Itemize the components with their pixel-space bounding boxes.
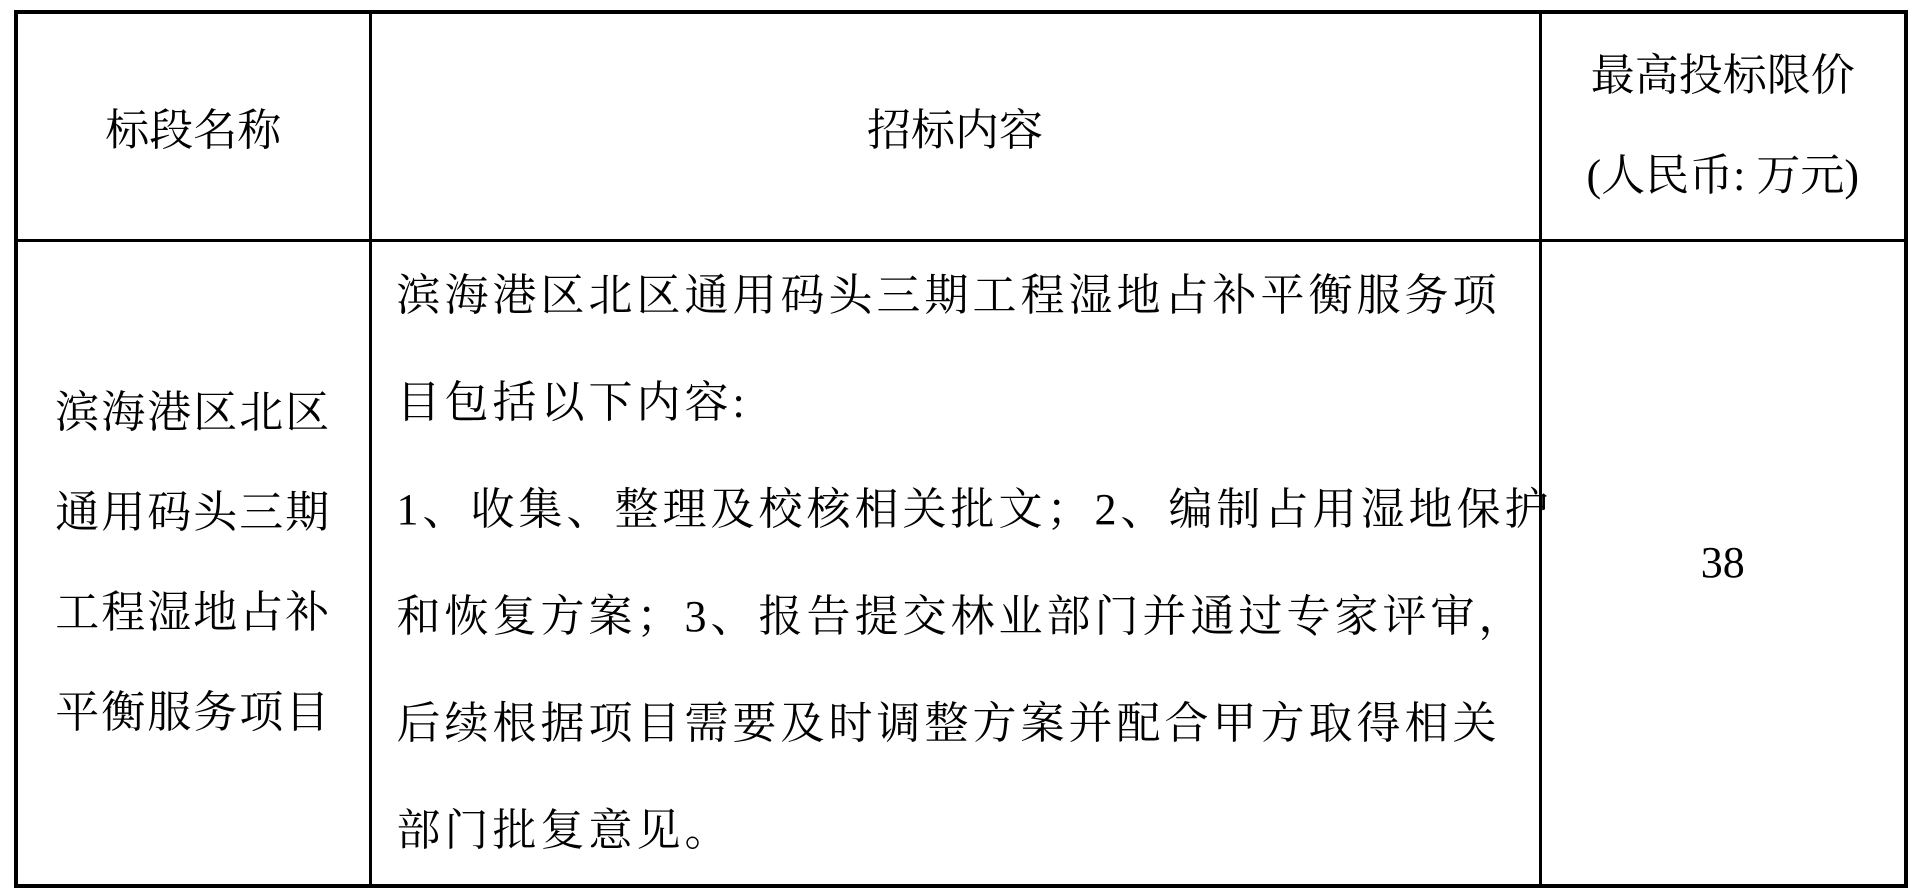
section-name-line: 滨海港区北区	[55, 387, 332, 437]
bid-section-table	[14, 10, 1908, 888]
bid-content-line: 部门批复意见。	[396, 805, 733, 855]
bid-content-line: 和恢复方案；3、报告提交林业部门并通过专家评审，	[396, 591, 1527, 641]
bid-content-line: 目包括以下内容:	[396, 377, 749, 427]
table-data-row	[16, 240, 1906, 886]
bid-content-line: 1、收集、整理及校核相关批文；2、编制占用湿地保护	[396, 484, 1553, 534]
section-name-line: 平衡服务项目	[55, 687, 332, 737]
section-name-line: 工程湿地占补	[55, 587, 332, 637]
table-header-row	[16, 12, 1906, 240]
header-bid-content: 招标内容	[370, 12, 1540, 240]
bid-content-line: 滨海港区北区通用码头三期工程湿地占补平衡服务项	[396, 270, 1501, 320]
header-max-price	[1540, 12, 1906, 240]
section-name-line: 通用码头三期	[55, 487, 332, 537]
bid-content-line: 后续根据项目需要及时调整方案并配合甲方取得相关	[396, 698, 1501, 748]
header-section-name: 标段名称	[16, 12, 370, 240]
cell-section-name	[16, 240, 370, 886]
header-max-price-line1: 最高投标限价	[1590, 51, 1855, 101]
cell-bid-content	[370, 240, 1553, 886]
header-max-price-line2: (人民币: 万元)	[1586, 151, 1860, 201]
cell-max-price: 38	[1540, 240, 1906, 886]
